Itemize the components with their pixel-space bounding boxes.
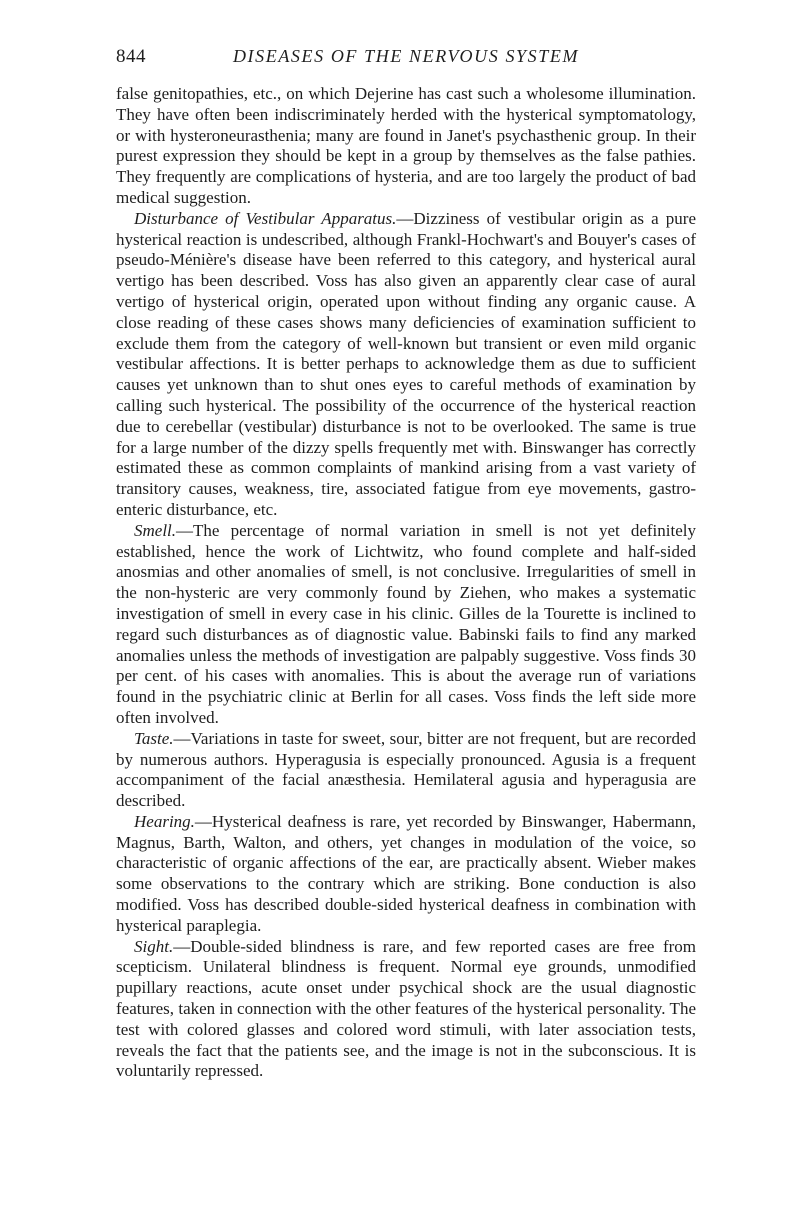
paragraph-text: false genitopathies, etc., on which Dejerine has cast such a wholesome illumination. They have often been indiscriminately herded with the hysterical symptomatology, or with hysteroneurasthenia; many are found in Janet's psychasthenic group. In their purest expression they should be kept in a group by themselves as the false pathies. They frequently are complications of hysteria, and are too largely the product of bad medical suggestion. <box>116 84 696 207</box>
section-heading-taste: Taste. <box>134 728 174 748</box>
paragraph-text: —The percentage of normal variation in smell is not yet definitely established, hence the work of Lichtwitz, who found complete and half-sided anosmias and other anomalies of smell, is not conclusive. Irregularities of smell in the non-hysteric are very commonly found by Ziehen, who makes a systematic investigation of smell in every case in his clinic. Gilles de la Tourette is inclined to regard such disturbances as of diagnostic value. Babinski fails to find any marked anomalies unless the methods of investigation are palpably suggestive. Voss finds 30 per cent. of his cases with anomalies. This is about the average run of variations found in the psychiatric clinic at Berlin for all cases. Voss finds the left side more often involved. <box>116 520 696 727</box>
page-number: 844 <box>116 46 146 67</box>
running-title: DISEASES OF THE NERVOUS SYSTEM <box>232 46 580 66</box>
paragraph-text: —Double-sided blindness is rare, and few reported cases are free from scepticism. Unilateral blindness is frequent. Normal eye grounds, unmodified pupillary reactions, acute onset under psychical shock are the usual diagnostic features, taken in connection with the other features of the hysterical personality. The test with colored glasses and colored word stimuli, with later association tests, reveals the fact that the patients see, and the image is not in the subconscious. It is voluntarily repressed. <box>116 936 696 1081</box>
paragraph-taste <box>116 729 696 812</box>
paragraph-vestibular <box>116 209 696 521</box>
section-heading-vestibular: Disturbance of Vestibular Apparatus. <box>134 208 397 228</box>
body-text <box>116 84 696 1082</box>
paragraph-sight <box>116 937 696 1083</box>
paragraph-hearing <box>116 812 696 937</box>
section-heading-hearing: Hearing. <box>134 811 195 831</box>
paragraph-continuation <box>116 84 696 209</box>
paragraph-text: —Hysterical deafness is rare, yet recorded by Binswanger, Habermann, Magnus, Barth, Walton, and others, yet changes in modulation of the voice, so characteristic of organic affections of the ear, are practically absent. Wieber makes some observations to the contrary which are striking. Bone conduction is also modified. Voss has described double-sided hysterical deafness in combination with hysterical paraplegia. <box>116 811 696 935</box>
page-header <box>116 46 696 74</box>
section-heading-smell: Smell. <box>134 520 177 540</box>
paragraph-text: —Variations in taste for sweet, sour, bitter are not frequent, but are recorded by numerous authors. Hyperagusia is especially pronounced. Agusia is a frequent accompaniment of the facial anæsthesia. Hemilateral agusia and hyperagusia are described. <box>116 728 696 811</box>
section-heading-sight: Sight. <box>134 936 174 956</box>
paragraph-smell <box>116 521 696 729</box>
paragraph-text: —Dizziness of vestibular origin as a pure hysterical reaction is undescribed, although Frankl-Hochwart's and Bouyer's cases of pseudo-Ménière's disease have been referred to this category, and hysterical aural vertigo has been described. Voss has also given an apparently clear case of aural vertigo of hysterical origin, operated upon without finding any organic cause. A close reading of these cases shows many deficiencies of examination sufficient to exclude them from the category of well-known but transient or even mild organic vestibular affections. It is better perhaps to acknowledge them as due to sufficient causes yet unknown than to shut ones eyes to careful methods of examination by calling such hysterical. The possibility of the occurrence of the hysterical reaction due to cerebellar (vestibular) disturbance is not to be overlooked. The same is true for a large number of the dizzy spells frequently met with. Binswanger has correctly estimated these as common complaints of mankind arising from a vast variety of transitory causes, weakness, tire, associated fatigue from eye movements, gastro-enteric disturbance, etc. <box>116 208 697 519</box>
